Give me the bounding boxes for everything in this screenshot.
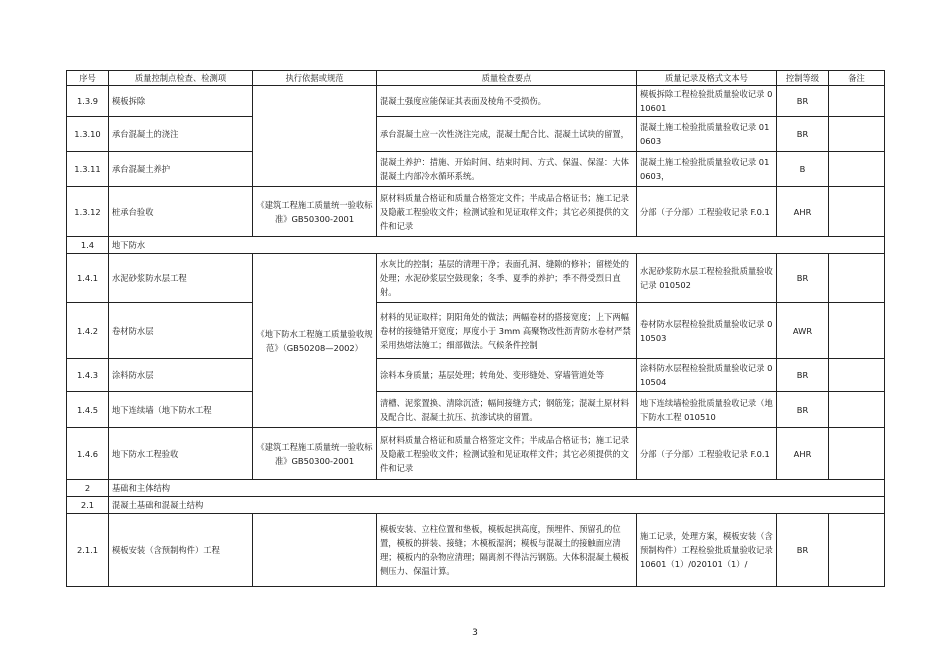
table-row xyxy=(67,254,885,303)
row-item: 模板安装（含预制构件）工程 xyxy=(109,514,253,587)
section-row xyxy=(67,497,885,514)
row-no: 1.4.2 xyxy=(67,303,109,359)
row-no: 1.3.12 xyxy=(67,187,109,237)
row-level: AHR xyxy=(777,428,829,480)
row-note xyxy=(829,152,885,187)
row-item: 承台混凝土养护 xyxy=(109,152,253,187)
row-points: 涂料本身质量；基层处理；转角处、变形缝处、穿墙管道处等 xyxy=(377,359,637,392)
row-no: 1.3.9 xyxy=(67,86,109,117)
row-record: 水泥砂浆防水层工程检验批质量验收记录 010502 xyxy=(637,254,777,303)
col-header-points: 质量检查要点 xyxy=(377,71,637,86)
row-level: BR xyxy=(777,254,829,303)
row-points: 混凝土养护：措施、开始时间、结束时间、方式、保温、保湿：大体混凝土内部冷水循环系统。 xyxy=(377,152,637,187)
row-record: 卷材防水层程检验批质量验收记录 010503 xyxy=(637,303,777,359)
row-note xyxy=(829,359,885,392)
col-header-basis: 执行依据或规范 xyxy=(253,71,377,86)
row-item: 涂料防水层 xyxy=(109,359,253,392)
row-no: 1.4.1 xyxy=(67,254,109,303)
row-item: 模板拆除 xyxy=(109,86,253,117)
row-note xyxy=(829,428,885,480)
section-row xyxy=(67,237,885,254)
row-record: 混凝土施工检验批质量验收记录 010603， xyxy=(637,152,777,187)
table-row xyxy=(67,392,885,428)
col-header-level: 控制等级 xyxy=(777,71,829,86)
row-record: 分部（子分部）工程验收记录 F.0.1 xyxy=(637,428,777,480)
row-item: 承台混凝土的浇注 xyxy=(109,117,253,152)
row-points: 模板安装、立柱位置和垫板，模板起拱高度，预埋件、预留孔的位置，模板的拼装、接缝；木模板湿润；模板与混凝土的接触面应清理；模板内的杂物应清理；隔离剂不得沾污钢筋。大体积混凝土模板侧压力、保温计算。 xyxy=(377,514,637,587)
row-record: 施工记录，处理方案，模板安装（含预制构件）工程检验批质量验收记录 10601（1）/020101（1）/ xyxy=(637,514,777,587)
table-row xyxy=(67,187,885,237)
col-header-note: 备注 xyxy=(829,71,885,86)
row-basis xyxy=(253,86,377,187)
row-no: 1.3.10 xyxy=(67,117,109,152)
row-basis: 《建筑工程施工质量统一验收标准》GB50300-2001 xyxy=(253,187,377,237)
row-no: 1.4.3 xyxy=(67,359,109,392)
section-title: 基础和主体结构 xyxy=(109,480,885,497)
row-item: 水泥砂浆防水层工程 xyxy=(109,254,253,303)
row-level: BR xyxy=(777,86,829,117)
row-no: 1.3.11 xyxy=(67,152,109,187)
row-note xyxy=(829,514,885,587)
row-basis xyxy=(253,514,377,587)
table-row xyxy=(67,428,885,480)
row-basis: 《建筑工程施工质量统一验收标准》GB50300-2001 xyxy=(253,428,377,480)
row-level: B xyxy=(777,152,829,187)
section-no: 1.4 xyxy=(67,237,109,254)
row-no: 2.1.1 xyxy=(67,514,109,587)
row-note xyxy=(829,117,885,152)
table-row xyxy=(67,359,885,392)
row-item: 桩承台验收 xyxy=(109,187,253,237)
row-points: 材料的见证取样；阴阳角处的做法；两幅卷材的搭接宽度；上下两幅卷材的接缝错开宽度；厚度小于 3mm 高聚物改性沥青防水卷材严禁采用热熔法施工；细部做法。气候条件控制 xyxy=(377,303,637,359)
row-record: 模板拆除工程检验批质量验收记录 010601 xyxy=(637,86,777,117)
header-row xyxy=(67,71,885,86)
row-points: 承台混凝土应一次性浇注完成，混凝土配合比、混凝土试块的留置， xyxy=(377,117,637,152)
row-basis: 《地下防水工程施工质量验收规范》（GB50208—2002） xyxy=(253,254,377,428)
row-no: 1.4.6 xyxy=(67,428,109,480)
row-level: AHR xyxy=(777,187,829,237)
row-points: 原材料质量合格证和质量合格签定文件；半成品合格证书；施工记录及隐蔽工程验收文件；检测试验和见证取样文件；其它必须提供的文件和记录 xyxy=(377,187,637,237)
row-level: BR xyxy=(777,359,829,392)
section-title: 地下防水 xyxy=(109,237,885,254)
section-title: 混凝土基础和混凝土结构 xyxy=(109,497,885,514)
table-row xyxy=(67,152,885,187)
row-note xyxy=(829,86,885,117)
row-note xyxy=(829,187,885,237)
row-item: 地下防水工程验收 xyxy=(109,428,253,480)
row-item: 卷材防水层 xyxy=(109,303,253,359)
section-no: 2.1 xyxy=(67,497,109,514)
row-record: 分部（子分部）工程验收记录 F.0.1 xyxy=(637,187,777,237)
row-level: BR xyxy=(777,392,829,428)
page-number: 3 xyxy=(472,628,478,638)
row-points: 清槽、泥浆置换、清除沉渣；幅间接缝方式；钢筋笼；混凝土原材料及配合比、混凝土抗压、抗渗试块的留置。 xyxy=(377,392,637,428)
row-record: 地下连续墙检验批质量验收记录（地下防水工程 010510 xyxy=(637,392,777,428)
table-row xyxy=(67,117,885,152)
col-header-no: 序号 xyxy=(67,71,109,86)
quality-control-table xyxy=(66,70,885,587)
col-header-record: 质量记录及格式文本号 xyxy=(637,71,777,86)
row-record: 混凝土施工检验批质量验收记录 010603 xyxy=(637,117,777,152)
table-row xyxy=(67,86,885,117)
table-row xyxy=(67,303,885,359)
table-row xyxy=(67,514,885,587)
row-no: 1.4.5 xyxy=(67,392,109,428)
row-item: 地下连续墙（地下防水工程 xyxy=(109,392,253,428)
row-points: 水灰比的控制；基层的清理干净；表面孔洞、缝隙的修补；留槎处的处理；水泥砂浆层空鼓现象；冬季、夏季的养护；季不得受烈日直射。 xyxy=(377,254,637,303)
col-header-item: 质量控制点检查、检测项 xyxy=(109,71,253,86)
row-level: BR xyxy=(777,514,829,587)
section-no: 2 xyxy=(67,480,109,497)
row-level: BR xyxy=(777,117,829,152)
row-points: 混凝土强度应能保证其表面及棱角不受损伤。 xyxy=(377,86,637,117)
row-points: 原材料质量合格证和质量合格签定文件；半成品合格证书；施工记录及隐蔽工程验收文件；检测试验和见证取样文件；其它必须提供的文件和记录 xyxy=(377,428,637,480)
row-note xyxy=(829,303,885,359)
row-level: AWR xyxy=(777,303,829,359)
row-note xyxy=(829,392,885,428)
section-row xyxy=(67,480,885,497)
row-note xyxy=(829,254,885,303)
row-record: 涂料防水层程检验批质量验收记录 010504 xyxy=(637,359,777,392)
